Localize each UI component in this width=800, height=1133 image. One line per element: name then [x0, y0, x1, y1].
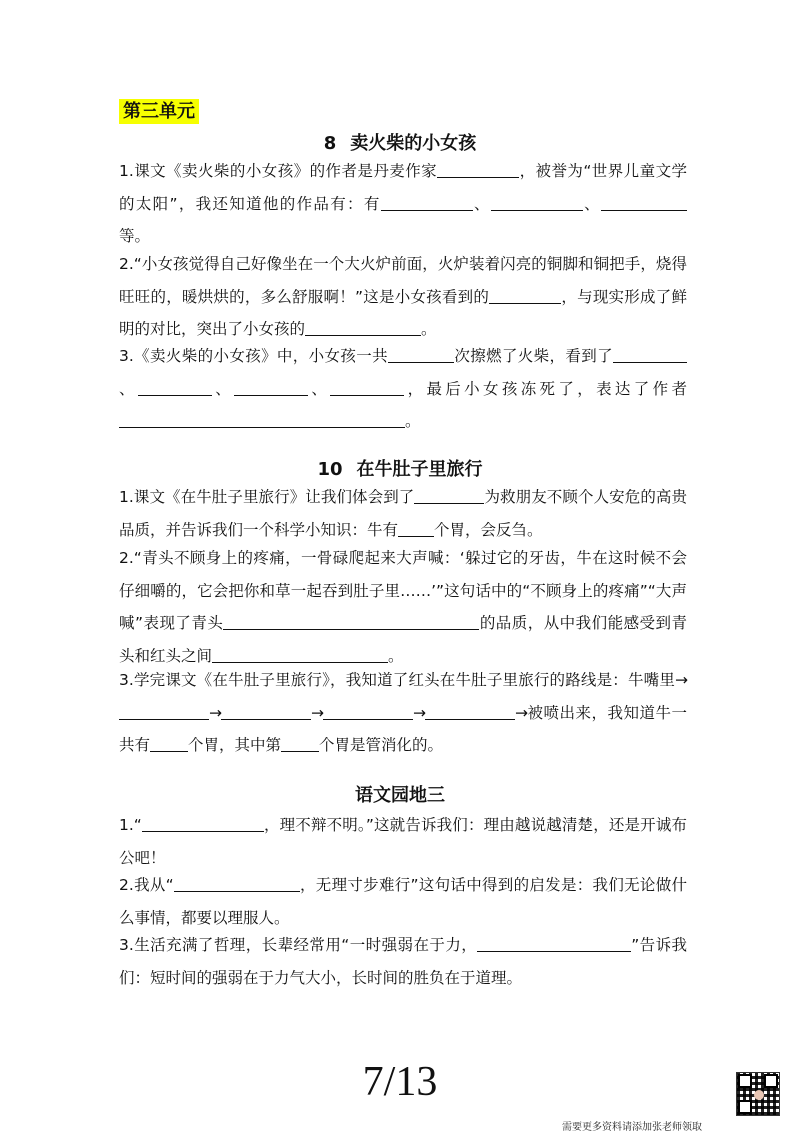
q8-3-sep-1: 、 [119, 379, 138, 398]
lesson-10-title: 在牛肚子里旅行 [356, 459, 483, 480]
page-number: 7/13 [362, 1059, 438, 1105]
q10-1-blank-2[interactable] [398, 518, 434, 537]
unit-title: 第三单元 [119, 99, 199, 124]
q8-3-text-end: 。 [405, 412, 421, 430]
q10-1-text-c: 个胃，会反刍。 [434, 520, 543, 539]
q10-1-blank-1[interactable] [414, 485, 484, 504]
question-garden-3 [119, 929, 687, 994]
q8-2-text-a: 2.“小女孩觉得自己好像坐在一个大火炉前面，火炉装着闪亮的铜脚和铜把手，烧得旺旺的，暖烘烘的，多么舒服啊！”这是小女孩看到的 [119, 255, 687, 306]
q8-3-blank-seen-2[interactable] [138, 377, 212, 396]
q10-2-blank-1[interactable] [223, 611, 479, 630]
g3-blank[interactable] [477, 933, 631, 952]
g2-blank[interactable] [174, 873, 300, 892]
q8-3-text-b: 次擦燃了火柴，看到了 [453, 347, 613, 365]
q10-2-text-end: 。 [388, 646, 404, 665]
q10-3-arrow-3: → [311, 703, 324, 722]
q8-3-blank-count[interactable] [388, 344, 454, 363]
q8-2-blank-2[interactable] [305, 317, 421, 336]
q10-3-blank-1[interactable] [119, 701, 209, 720]
q8-3-blank-seen-3[interactable] [234, 377, 308, 396]
q8-3-blank-seen-4[interactable] [330, 377, 404, 396]
question-garden-2 [119, 869, 687, 934]
q10-2-text-a: 2.“青头不顾身上的疼痛，一骨碌爬起来大声喊：‘躲过它的牙齿，牛在这时候不会仔细嚼的，它会把你和草一起吞到肚子里……’”这句话中的“不顾身上的疼痛”“大声喊”表现了青头 [119, 549, 687, 632]
q10-3-blank-which[interactable] [281, 733, 319, 752]
q8-1-blank-work-1[interactable] [381, 192, 473, 211]
q10-3-blank-count[interactable] [150, 733, 188, 752]
q10-3-arrow-5: → [515, 703, 528, 722]
question-8-1 [119, 155, 687, 253]
q8-2-blank-1[interactable] [489, 285, 561, 304]
qr-code-icon [736, 1072, 780, 1116]
garden-heading: 语文园地三 [355, 785, 445, 806]
avatar-icon [754, 1090, 764, 1100]
question-8-3 [119, 340, 687, 438]
q10-1-text-b: 为救朋友不顾个人安危的高贵品质，并告诉我们一个科学小知识：牛有 [119, 488, 687, 539]
question-10-3 [119, 664, 687, 762]
lesson-8-title: 卖火柴的小女孩 [350, 133, 477, 154]
q8-3-blank-feeling[interactable] [119, 409, 405, 428]
q8-1-text-end: 等。 [119, 227, 151, 245]
q8-3-sep-3: 、 [308, 379, 331, 398]
q8-1-blank-work-3[interactable] [601, 192, 687, 211]
footer-note: 需要更多资料请添加张老师领取 [562, 1122, 702, 1133]
question-8-2 [119, 248, 687, 346]
q10-2-blank-2[interactable] [212, 644, 388, 663]
g1-text-a: 1.“ [119, 816, 142, 834]
question-10-1 [119, 481, 687, 546]
q10-3-arrow-2: → [209, 703, 222, 722]
q10-3-blank-4[interactable] [425, 701, 515, 720]
q10-3-text-b: 被喷出来，我知道牛一共有 [119, 703, 687, 754]
q10-3-blank-2[interactable] [221, 701, 311, 720]
q8-3-sep-2: 、 [211, 379, 235, 398]
g2-text-a: 2.我从“ [119, 876, 174, 894]
lesson-8-heading [0, 132, 800, 156]
q10-1-text-a: 1.课文《在牛肚子里旅行》让我们体会到了 [119, 488, 415, 506]
q8-1-blank-work-2[interactable] [491, 192, 583, 211]
q8-3-text-a: 3.《卖火柴的小女孩》中，小女孩一共 [119, 347, 388, 365]
lesson-10-heading [0, 458, 800, 482]
q8-1-blank-author[interactable] [437, 159, 519, 178]
q10-3-text-d: 个胃是管消化的。 [319, 736, 444, 754]
g2-text-b: ，无理寸步难行”这句话中得到的启发是：我们无论做什么事情，都要以理服人。 [119, 876, 687, 927]
q8-1-sep-1: 、 [472, 194, 491, 213]
g3-text-a: 3.生活充满了哲理，长辈经常用“一时强弱在于力， [119, 936, 478, 954]
q8-2-text-b: ，与现实形成了鲜明的对比，突出了小女孩的 [119, 287, 687, 338]
q10-3-arrow-4: → [413, 703, 426, 722]
q10-2-text-b: 的品质，从中我们能感受到青头和红头之间 [119, 614, 687, 665]
q10-3-text-c: 个胃，其中第 [188, 736, 282, 754]
lesson-8-number: 8 [323, 133, 337, 154]
q8-1-text-b: ，被誉为“世界儿童文学的太阳”，我还知道他的作品有：有 [119, 162, 688, 213]
q10-3-blank-3[interactable] [323, 701, 413, 720]
g1-text-b: ，理不辩不明。”这就告诉我们：理由越说越清楚，还是开诚布公吧！ [119, 816, 687, 867]
g3-text-b: ”告诉我们：短时间的强弱在于力气大小，长时间的胜负在于道理。 [119, 936, 688, 987]
question-garden-1 [119, 809, 687, 874]
q10-3-text-a: 3.学完课文《在牛肚子里旅行》，我知道了红头在牛肚子里旅行的路线是：牛嘴里 [119, 671, 675, 689]
question-10-2 [119, 542, 687, 672]
lesson-10-number: 10 [317, 459, 343, 480]
q8-3-blank-seen-1[interactable] [613, 344, 687, 363]
q8-1-sep-2: 、 [582, 194, 601, 213]
q8-2-text-end: 。 [421, 320, 437, 338]
g1-blank[interactable] [142, 813, 264, 832]
q8-3-text-c: ，最后小女孩冻死了，表达了作者 [404, 379, 687, 398]
q10-3-arrow-1: → [675, 671, 688, 689]
q8-1-text-a: 1.课文《卖火柴的小女孩》的作者是丹麦作家 [119, 162, 438, 180]
